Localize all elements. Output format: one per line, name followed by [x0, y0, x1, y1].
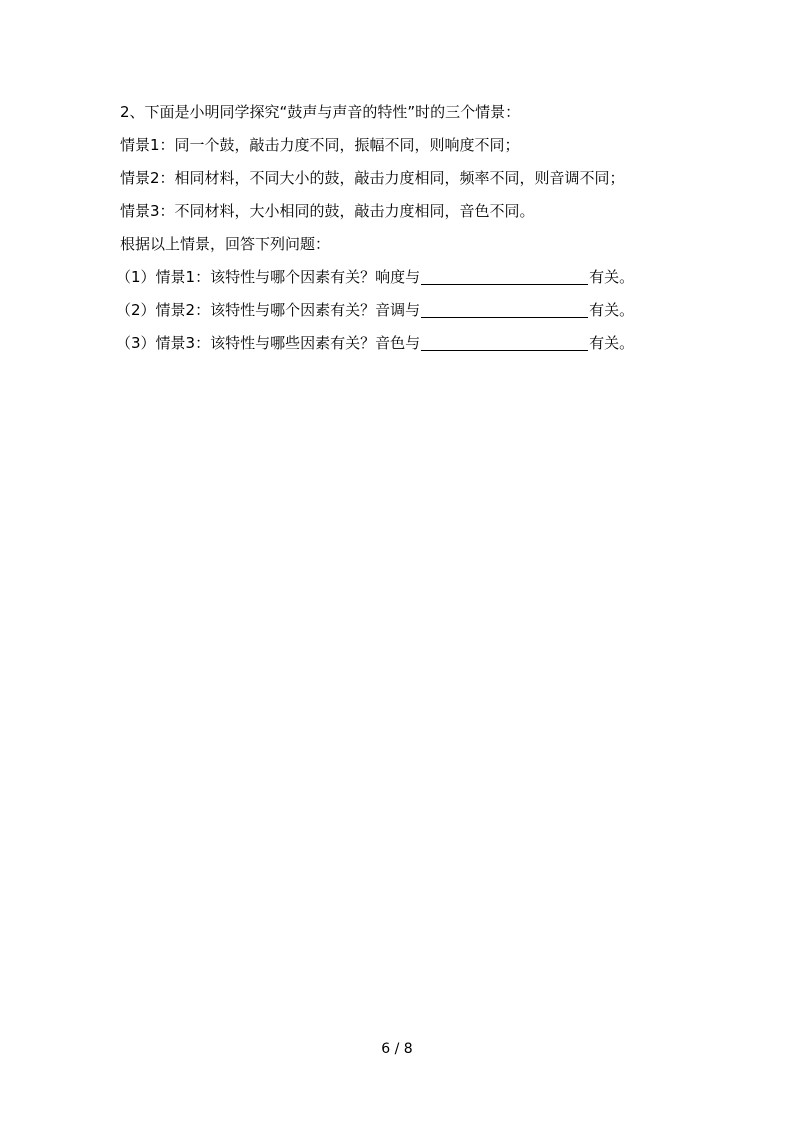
scene-1: 情景1：同一个鼓，敲击力度不同，振幅不同，则响度不同； — [120, 136, 520, 154]
question-title: 2、下面是小明同学探究“鼓声与声音的特性”时的三个情景： — [120, 103, 521, 121]
sub-question-1-suffix: 有关。 — [589, 268, 635, 286]
answer-blank-1[interactable] — [421, 267, 588, 285]
sub-question-3-prefix: （3）情景3：该特性与哪些因素有关？音色与 — [116, 334, 421, 352]
sub-question-3 — [116, 327, 760, 360]
sub-question-2-prefix: （2）情景2：该特性与哪个因素有关？音调与 — [116, 301, 421, 319]
sub-question-3-suffix: 有关。 — [589, 334, 635, 352]
sub-question-2-suffix: 有关。 — [589, 301, 635, 319]
answer-blank-2[interactable] — [421, 300, 588, 318]
scene-3: 情景3：不同材料，大小相同的鼓，敲击力度相同，音色不同。 — [120, 202, 535, 220]
sub-question-1 — [116, 261, 760, 294]
page-number: 6 / 8 — [381, 1041, 413, 1057]
sub-question-1-prefix: （1）情景1：该特性与哪个因素有关？响度与 — [116, 268, 421, 286]
question-block — [116, 96, 760, 360]
instruction: 根据以上情景，回答下列问题： — [120, 235, 331, 253]
answer-blank-3[interactable] — [421, 333, 588, 351]
sub-question-2 — [116, 294, 760, 327]
scene-2: 情景2：相同材料，不同大小的鼓，敲击力度相同，频率不同，则音调不同； — [120, 169, 625, 187]
